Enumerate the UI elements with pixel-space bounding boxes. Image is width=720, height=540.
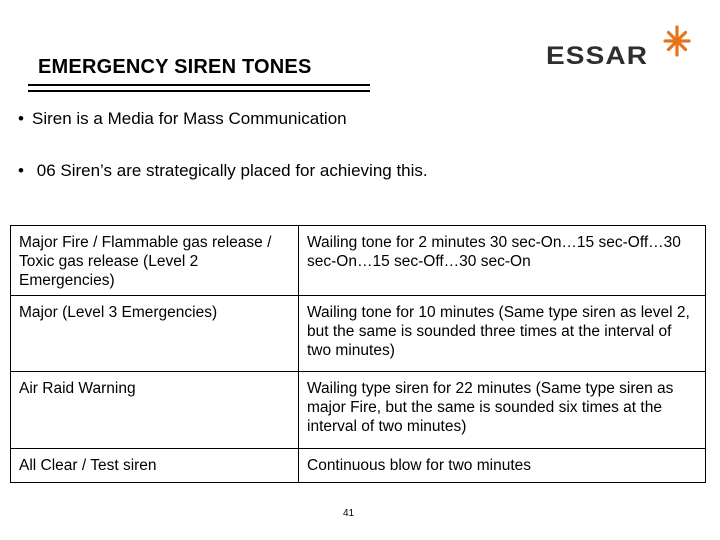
bullet-text: 06 Siren’s are strategically placed for achieving this. [36, 161, 428, 180]
siren-tone-table [10, 225, 706, 483]
tone-cell: Continuous blow for two minutes [299, 449, 706, 483]
table-row [11, 449, 706, 483]
logo-star-icon [662, 24, 692, 58]
logo-text: ESSAR [546, 42, 649, 70]
tone-cell: Wailing type siren for 22 minutes (Same type siren as major Fire, but the same is sounded six times at the interval of two minutes) [299, 372, 706, 449]
title-rule-top [28, 84, 370, 86]
slide-title: EMERGENCY SIREN TONES [38, 56, 312, 78]
event-cell: All Clear / Test siren [11, 449, 299, 483]
page-number: 41 [343, 508, 355, 519]
table-row [11, 296, 706, 372]
essar-logo [546, 24, 692, 74]
event-cell: Major (Level 3 Emergencies) [11, 296, 299, 372]
bullet-item [18, 109, 347, 129]
table-row [11, 226, 706, 296]
bullet-item [18, 161, 428, 181]
event-cell: Major Fire / Flammable gas release / Toxic gas release (Level 2 Emergencies) [11, 226, 299, 296]
tone-cell: Wailing tone for 10 minutes (Same type siren as level 2, but the same is sounded three times at the interval of two minutes) [299, 296, 706, 372]
title-rule-bottom [28, 90, 370, 92]
bullet-dot: • [18, 161, 24, 180]
table-row [11, 372, 706, 449]
bullet-dot: • [18, 109, 24, 128]
tone-cell: Wailing tone for 2 minutes 30 sec-On…15 sec-Off…30 sec-On…15 sec-Off…30 sec-On [299, 226, 706, 296]
event-cell: Air Raid Warning [11, 372, 299, 449]
bullet-text: Siren is a Media for Mass Communication [32, 109, 347, 128]
